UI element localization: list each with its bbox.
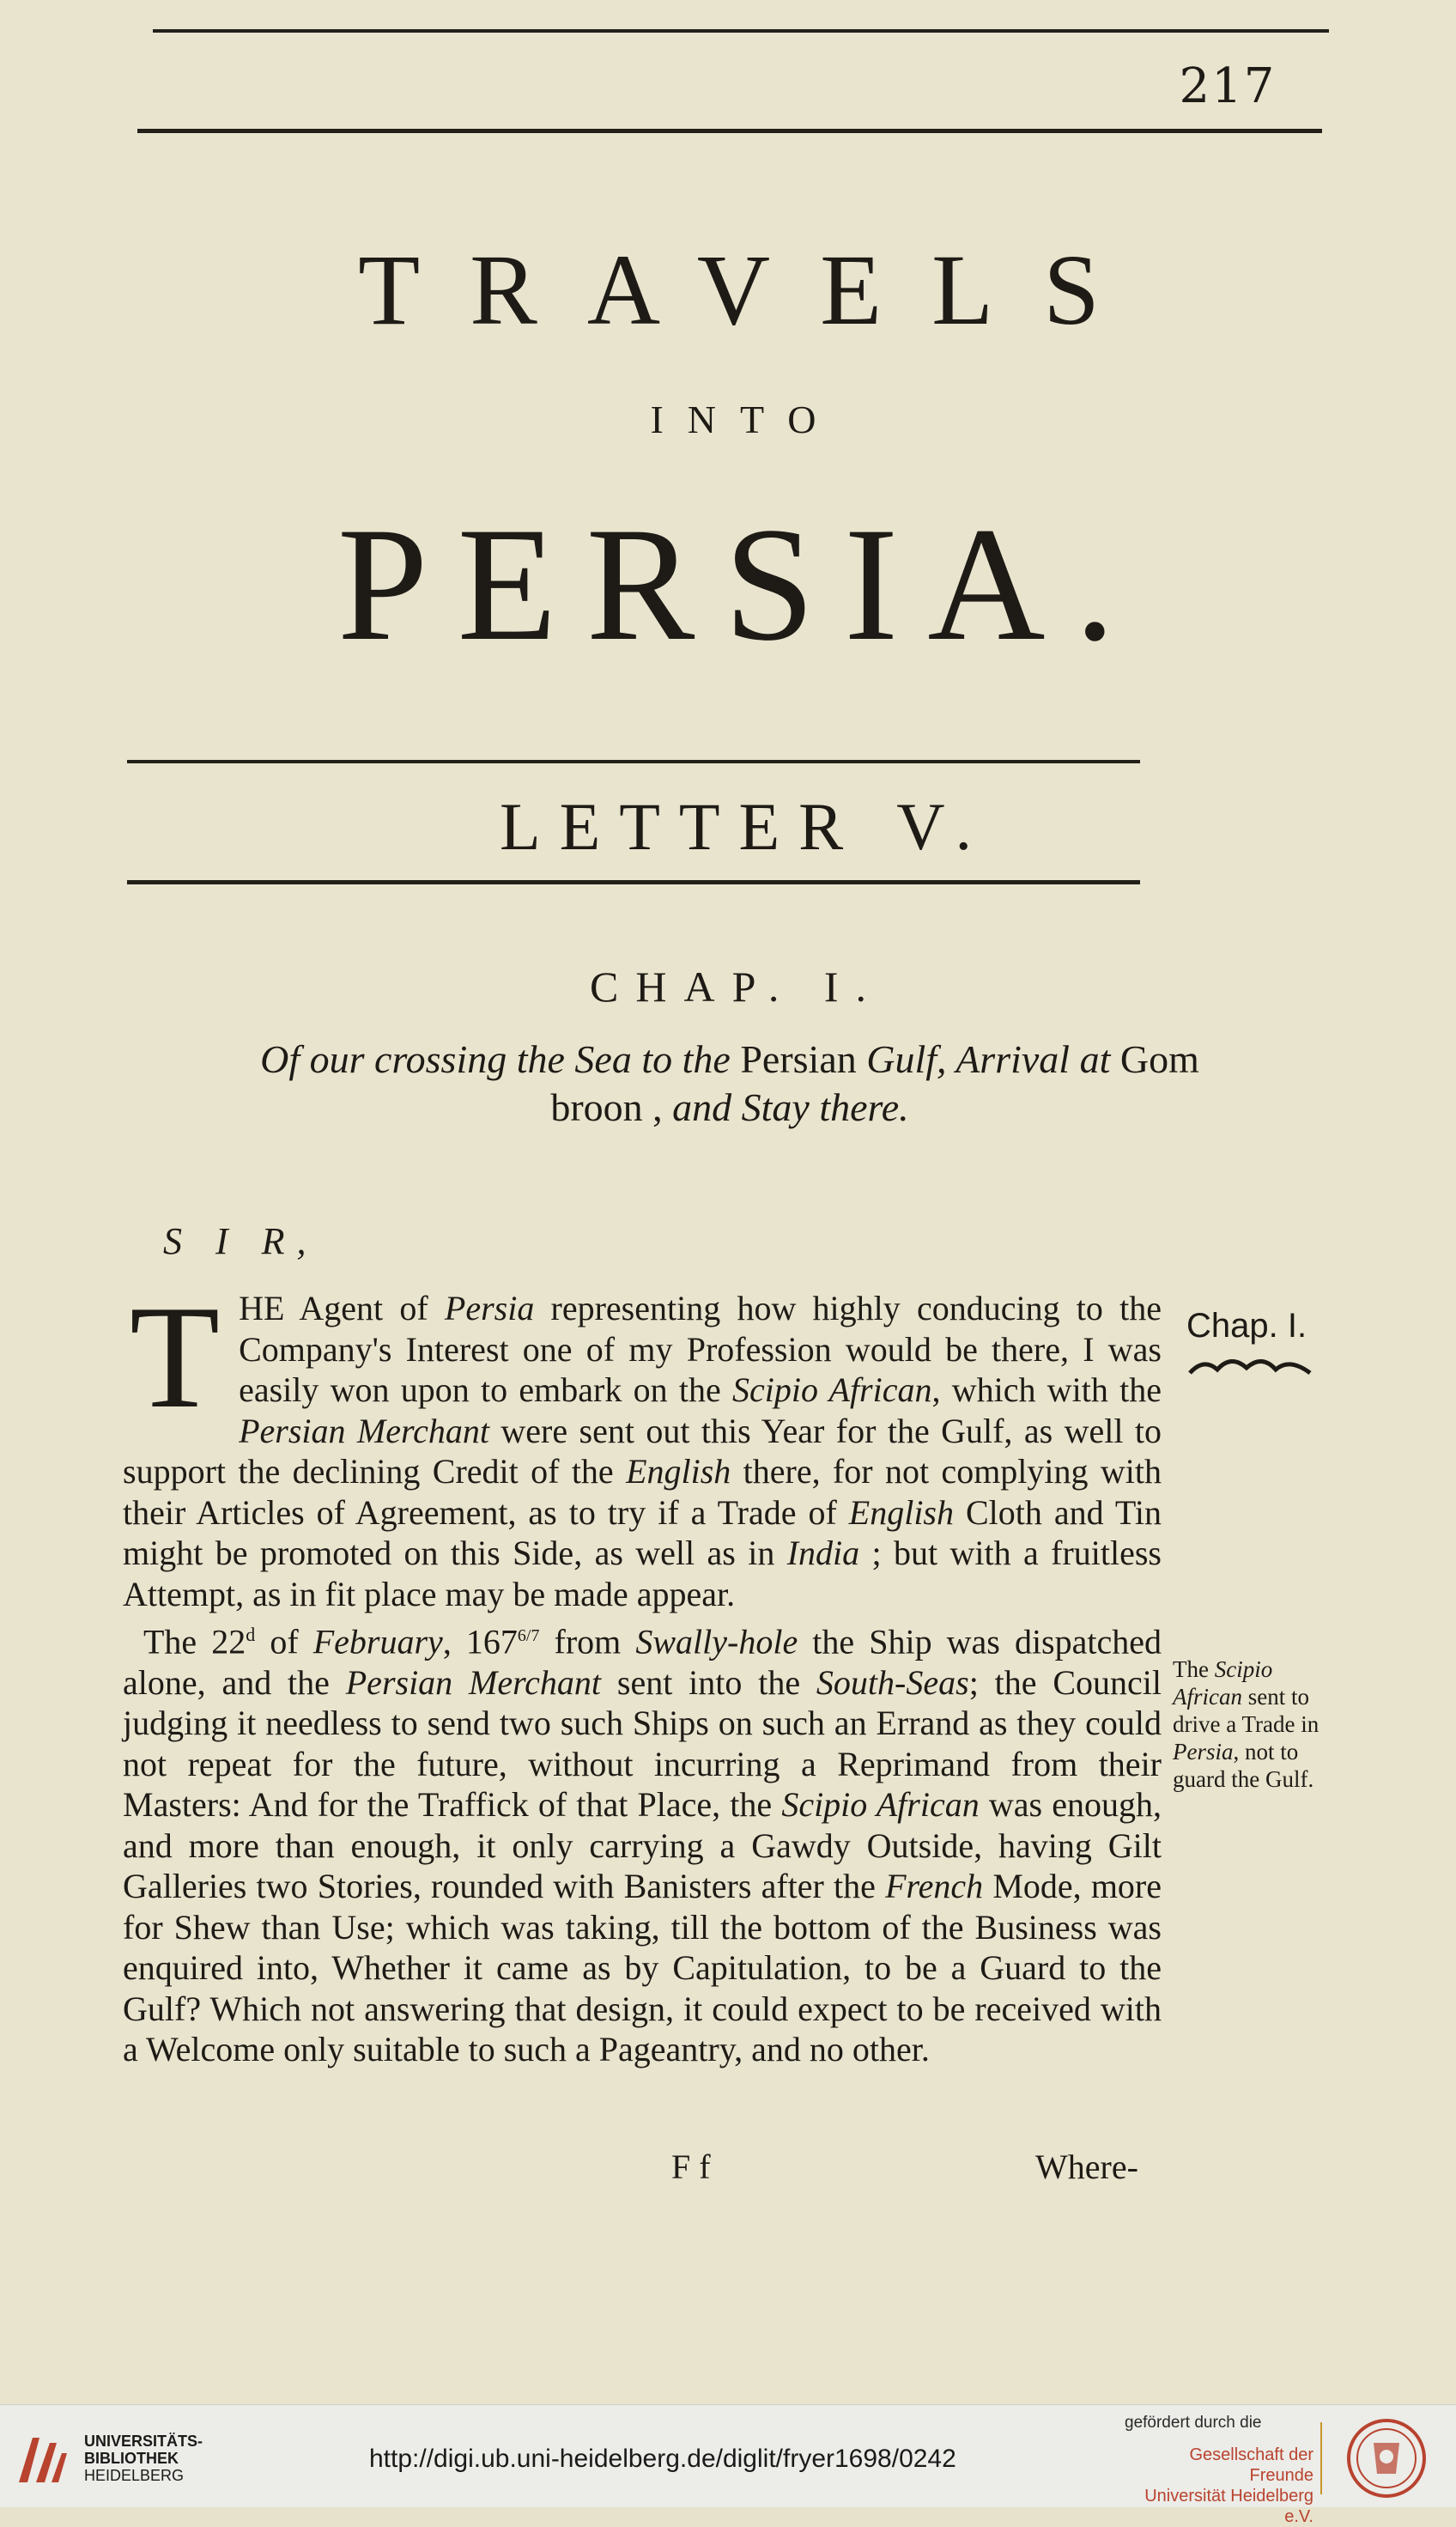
salutation: S I R, — [163, 1220, 318, 1262]
paragraph: THE Agent of Persia representing how highly conducing to the Company's Interest one of my Profession would be there, I was easily won upon to embark on the Scipio African, which with the Persian Merchant were sent out this Year for the Gulf, as well to support the declining Credit of the English there, for not complying with their Articles of Agreement, as to try if a Trade of English Cloth and Tin might be promoted on this Side, as well as in India ; but with a fruitless Attempt, as in fit place may be made appear. — [123, 1276, 1162, 1613]
chapter-summary: Of our crossing the Sea to the Persian Gulf, Arrival at Gom broon , and Stay there. — [260, 1037, 1199, 1129]
rule-below-letter — [127, 880, 1140, 884]
permalink-url[interactable]: http://digi.ub.uni-heidelberg.de/diglit/fryer1698/0242 — [369, 2445, 956, 2473]
title-into: INTO — [650, 398, 840, 441]
university-library-name: UNIVERSITÄTS- BIBLIOTHEK HEIDELBERG — [84, 2433, 203, 2484]
header-rule — [137, 129, 1322, 133]
footer-divider — [1320, 2422, 1322, 2494]
signature-mark: F f — [671, 2147, 711, 2186]
letter-heading: LETTER V. — [499, 789, 992, 864]
society-name[interactable]: Gesellschaft der Freunde Universität Heidelberg e.V. — [1144, 2445, 1313, 2526]
title-persia: PERSIA. — [337, 495, 1145, 675]
university-library-logo-icon — [12, 2431, 72, 2488]
funded-by-label: gefördert durch die — [1125, 2414, 1262, 2432]
drop-cap: T — [130, 1276, 221, 1439]
catchword: Where- — [1035, 2147, 1138, 2186]
margin-note: The Scipio African sent to drive a Trade in Persia, not to guard the Gulf. — [1173, 1656, 1320, 1792]
paragraph: The 22$^d$ of February, $167^{6/7}$ from Swally-hole the Ship was dispatched alone, and the Persian Merchant sent into the South-Seas; the Council judging it needless to send two such Ships on such an Errand as they could not repeat for the future, without incurring a Reprimand from their Masters: And for the Traffick of that Place, the Scipio African was enough, and more than enough, it only carrying a Gawdy Outside, having Gilt Galleries two Stories, rounded with Banisters after the French Mode, more for Shew than Use; which was taking, till the bottom of the Business was enquired into, Whether it came as by Capitulation, to be a Guard to the Gulf? Which not answering that design, it could expect to be received with a Welcome only suitable to such a Pageantry, and no other. — [123, 1622, 1162, 2069]
bracket-flourish-icon — [1186, 1347, 1315, 1382]
letter-body — [123, 1276, 1162, 2070]
title-travels: TRAVELS — [358, 234, 1150, 346]
top-rule — [153, 29, 1329, 33]
page-number: 217 — [1179, 58, 1277, 114]
digitization-footer — [0, 2404, 1456, 2526]
margin-chapter-label: Chap. I. — [1186, 1307, 1315, 1382]
rule-above-letter — [127, 760, 1140, 763]
chapter-heading: CHAP. I. — [590, 963, 883, 1011]
university-seal-icon — [1339, 2417, 1434, 2500]
